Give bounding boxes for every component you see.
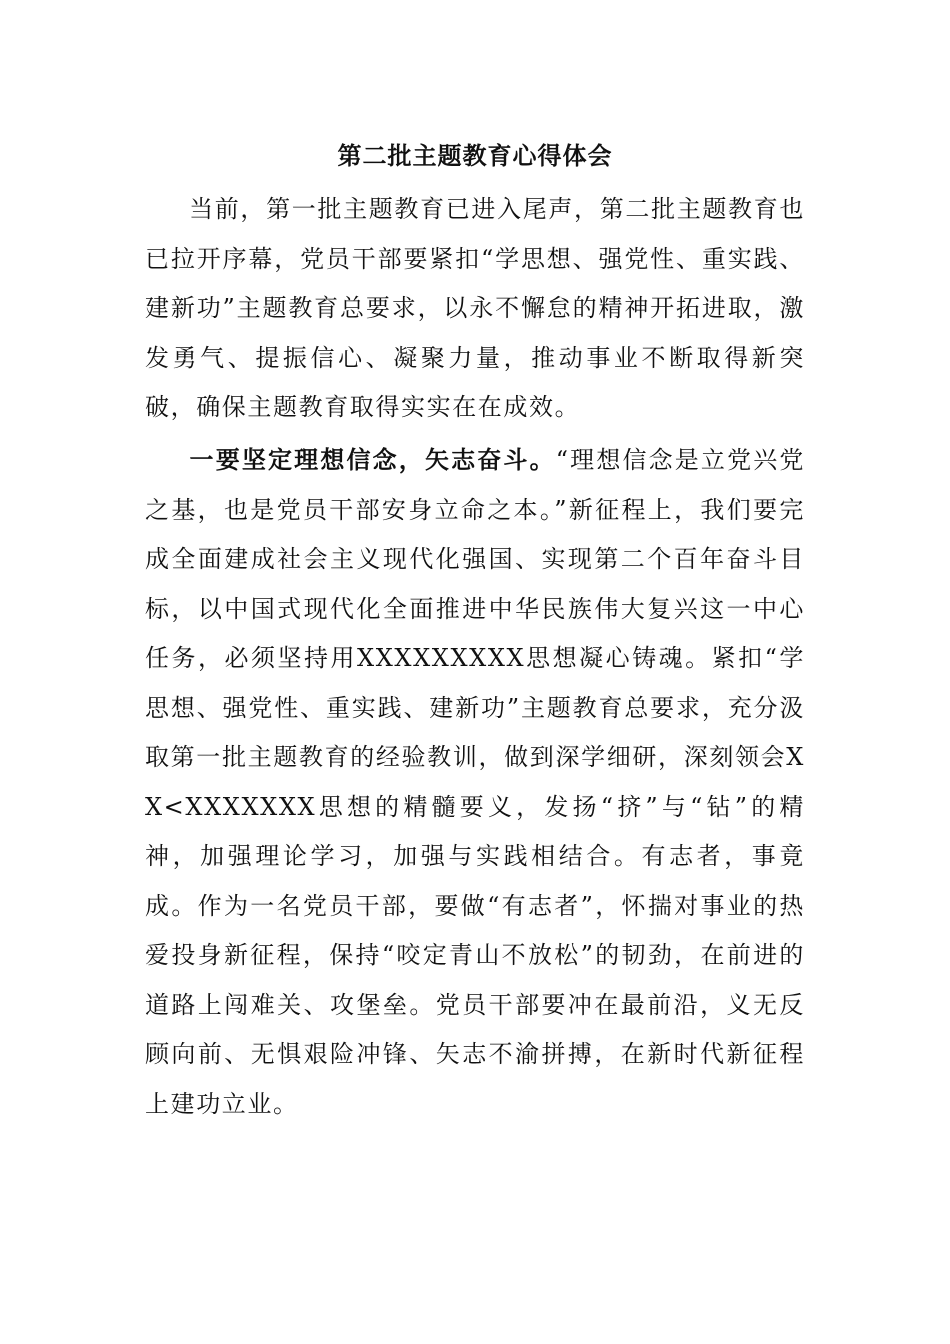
paragraph-intro — [145, 185, 805, 433]
paragraph-text: “理想信念是立党兴党之基，也是党员干部安身立命之本。”新征程上，我们要完成全面建成社会主义现代化强国、实现第二个百年奋斗目标，以中国式现代化全面推进中华民族伟大复兴这一中心任务，必须坚持用XXXXXXXXX思想凝心铸魂。紧扣“学思想、强党性、重实践、建新功”主题教育总要求，充分汲取第一批主题教育的经验教训，做到深学细研，深刻领会XX<XXXXXXX思想的精髓要义，发扬“挤”与“钻”的精神，加强理论学习，加强与实践相结合。有志者，事竟成。作为一名党员干部，要做“有志者”，怀揣对事业的热爱投身新征程，保持“咬定青山不放松”的韧劲，在前进的道路上闯难关、攻堡垒。党员干部要冲在最前沿，义无反顾向前、无惧艰险冲锋、矢志不渝拼搏，在新时代新征程上建功立业。 — [145, 446, 805, 1118]
paragraph-lead-heading: 一要坚定理想信念，矢志奋斗。 — [189, 445, 556, 474]
paragraph-text: 当前，第一批主题教育已进入尾声，第二批主题教育也已拉开序幕，党员干部要紧扣“学思想、强党性、重实践、建新功”主题教育总要求，以永不懈怠的精神开拓进取，激发勇气、提振信心、凝聚力量，推动事业不断取得新突破，确保主题教育取得实实在在成效。 — [145, 195, 805, 421]
paragraph-ideals-faith — [145, 435, 805, 1129]
document-title: 第二批主题教育心得体会 — [337, 141, 613, 170]
